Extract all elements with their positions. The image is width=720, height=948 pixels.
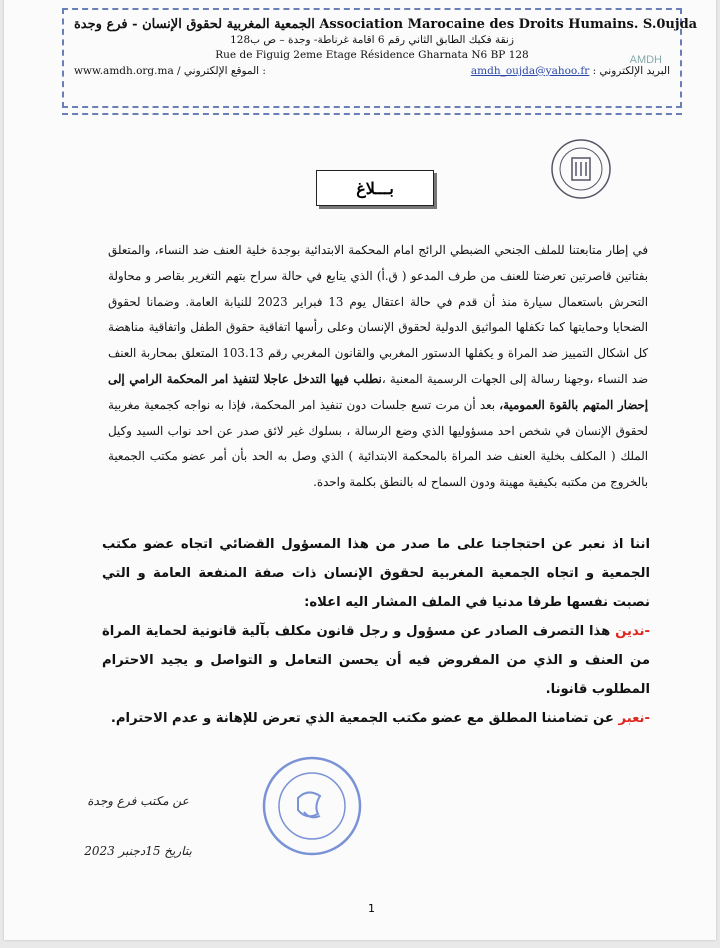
address-arabic: زنقة فكيك الطابق الثاني رقم 6 اقامة غرناطة- وجدة – ص ب128 [230, 34, 514, 46]
statement-intro: اننا اذ نعبر عن احتجاجنا على ما صدر من هذا المسؤول القضائي اتجاه عضو مكتب الجمعية و اتجاه الجمعية المغربية لحقوق الإنسان ذات صفة المنفعة العامة و التي نصبت نفسها طرفا مدنيا في الملف المشار اليه اعلاه: [102, 537, 650, 610]
body-text-block [108, 238, 648, 496]
condemn-text: هذا التصرف الصادر عن مسؤول و رجل قانون مكلف بآلية قانونية لحماية المراة من العنف و الذي من المفروض فيه أن يحسن التعامل و التواصل و يجيد الاحترام المطلوب قانونا. [102, 624, 650, 697]
solidarity-lead: -نعبر [618, 711, 650, 726]
official-stamp-icon [258, 752, 366, 860]
letterhead-title: الجمعية المغربية لحقوق الإنسان - فرع وجدة Association Marocaine des Droits Humains. S.0ujda [74, 17, 698, 32]
body-text-tail: بعد أن مرت تسع جلسات دون تنفيذ امر المحكمة، فإذا به نواجه كجمعية مغربية لحقوق الإنسان في شخص احد مسؤوليها الذي وضع الرسالة ، بسلوك غير لائق صدر عن احد نواب السيد وكيل الملك ( المكلف بخلية العنف ضد المراة بالمحكمة الابتدائية ) الذي وصل به الحد بأن أمر عضو مكتب الجمعية بالخروج من مكتبه بكيفية مهينة ودون السماح له بالنطق بكلمة واحدة. [108, 397, 648, 490]
address-french: Rue de Figuig 2eme Etage Résidence Gharnata N6 BP 128 [215, 49, 529, 61]
email-label: البريد الإلكتروني : [592, 65, 670, 77]
letterhead [62, 8, 698, 108]
solidarity-text: عن تضامننا المطلق مع عضو مكتب الجمعية الذي تعرض للإهانة و عدم الاحترام. [110, 711, 619, 726]
statement-block [102, 530, 650, 733]
email-link[interactable]: amdh_oujda@yahoo.fr [470, 65, 590, 77]
header-separator [62, 113, 682, 115]
condemn-lead: -ندين [615, 624, 650, 639]
contact-row [74, 63, 670, 80]
website-label: www.amdh.org.ma / الموقع الإلكتروني : [74, 65, 266, 77]
page-number: 1 [368, 902, 375, 915]
amdh-tag: AMDH [629, 54, 662, 66]
statement-item-condemn [102, 617, 650, 704]
body-text-main: في إطار متابعتنا للملف الجنحي الضبطي الرائج امام المحكمة الابتدائية بوجدة خلية العنف ضد النساء، والمتعلق بفتاتين قاصرتين تعرضتا للعنف من طرف المدعو ( ق.أ) الذي يتابع في حالة سراح بتهم التغرير بقاصر و محاولة التحرش باستعمال سيارة منذ أن قدم في حالة اعتقال يوم 13 فبراير 2023 للنيابة العامة. وضمانا لحقوق الضحايا وحمايتها كما تكفلها المواثيق الدولية لحقوق الإنسان وعلى رأسها اتفاقية حقوق الطفل واتفاقية مناهضة كل اشكال التمييز ضد المراة و يكفلها الدستور المغربي والقانون المغربي رقم 103.13 المتعلق بمحاربة العنف ضد النساء ،وجهنا رسالة إلى الجهات الرسمية المعنية ، [108, 243, 649, 386]
document-page [4, 0, 716, 940]
notice-title: بـــلاغ [356, 178, 394, 198]
statement-item-solidarity [102, 704, 650, 733]
body-paragraph [108, 238, 648, 496]
association-logo-icon [550, 138, 612, 200]
notice-title-box [316, 170, 434, 206]
signature-office: عن مكتب فرع وجدة [87, 794, 189, 808]
signature-date: بتاريخ 15دجنبر 2023 [84, 844, 192, 858]
signature-block [78, 786, 198, 866]
body-text-bold: نطلب فيها التدخل عاجلا لتنفيذ امر المحكمة الرامي إلى إحضار المتهم بالقوة العمومية، [108, 371, 649, 412]
